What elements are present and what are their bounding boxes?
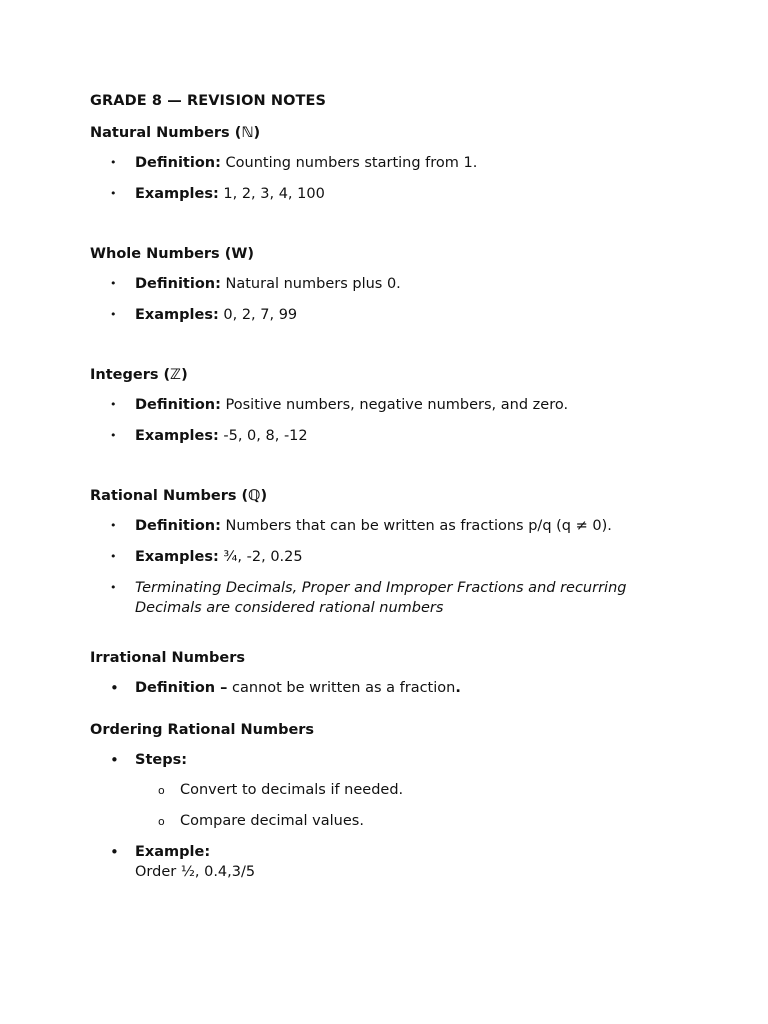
list-item: [90, 842, 690, 882]
bullet-icon: •: [110, 581, 117, 594]
item-end-punctuation: .: [455, 680, 461, 696]
section-heading: Integers (ℤ): [90, 367, 188, 383]
list-item: [90, 184, 690, 204]
section-heading: Natural Numbers (ℕ): [90, 125, 261, 141]
bullet-icon: •: [110, 398, 117, 411]
item-note: Terminating Decimals, Proper and Improper Fractions and recurring Decimals are considered rational numbers: [135, 580, 627, 616]
bullet-icon: •: [110, 751, 119, 769]
item-label: Definition:: [135, 518, 221, 534]
item-text: Natural numbers plus 0.: [220, 276, 401, 292]
bullet-icon: •: [110, 550, 117, 563]
list-item: [90, 678, 690, 698]
circle-bullet-icon: o: [158, 784, 165, 797]
step-text: Compare decimal values.: [180, 813, 364, 829]
bullet-icon: •: [110, 843, 119, 861]
bullet-icon: •: [110, 308, 117, 321]
section-heading: Irrational Numbers: [90, 650, 246, 666]
section-heading: Ordering Rational Numbers: [90, 722, 315, 738]
bullet-icon: •: [110, 679, 119, 697]
list-item: [90, 426, 690, 446]
item-text: 1, 2, 3, 4, 100: [218, 186, 325, 202]
section-natural-numbers: [90, 124, 690, 204]
bullet-icon: •: [110, 429, 117, 442]
example-text: Order ½, 0.4,3/5: [135, 864, 256, 880]
bullet-icon: •: [110, 277, 117, 290]
sub-list-item: [90, 811, 690, 831]
item-text: 0, 2, 7, 99: [218, 307, 298, 323]
document-page: [90, 92, 690, 893]
bullet-list: [90, 153, 690, 204]
list-item: [90, 305, 690, 325]
item-text: ¾, -2, 0.25: [218, 549, 303, 565]
section-whole-numbers: [90, 245, 690, 325]
list-item: [90, 547, 690, 567]
item-label: Definition:: [135, 276, 221, 292]
bullet-icon: •: [110, 187, 117, 200]
section-heading: Whole Numbers (W): [90, 246, 254, 262]
item-text: Counting numbers starting from 1.: [220, 155, 478, 171]
list-item: [90, 578, 690, 618]
document-title: GRADE 8 — REVISION NOTES: [90, 93, 327, 109]
item-text: cannot be written as a fraction: [227, 680, 456, 696]
bullet-list: [90, 678, 690, 698]
list-item: [90, 750, 690, 831]
item-text: -5, 0, 8, -12: [218, 428, 308, 444]
bullet-list: [90, 516, 690, 618]
section-rational-numbers: [90, 487, 690, 618]
step-text: Convert to decimals if needed.: [180, 782, 404, 798]
item-label: Definition:: [135, 155, 221, 171]
bullet-list: [90, 395, 690, 446]
sub-list: [90, 780, 690, 831]
circle-bullet-icon: o: [158, 815, 165, 828]
item-label: Examples:: [135, 428, 219, 444]
section-irrational-numbers: [90, 649, 690, 698]
item-label: Definition –: [135, 680, 228, 696]
item-text: Positive numbers, negative numbers, and zero.: [220, 397, 569, 413]
sub-list-item: [90, 780, 690, 800]
list-item: [90, 516, 690, 536]
item-label: Examples:: [135, 186, 219, 202]
item-text: Numbers that can be written as fractions p/q (q ≠ 0).: [220, 518, 612, 534]
bullet-list: [90, 750, 690, 882]
bullet-list: [90, 274, 690, 325]
list-item: [90, 274, 690, 294]
item-label: Steps:: [135, 752, 188, 768]
list-item: [90, 395, 690, 415]
section-integers: [90, 366, 690, 446]
bullet-icon: •: [110, 156, 117, 169]
item-label: Example:: [135, 844, 211, 860]
item-label: Definition:: [135, 397, 221, 413]
section-heading: Rational Numbers (ℚ): [90, 488, 268, 504]
list-item: [90, 153, 690, 173]
item-label: Examples:: [135, 549, 219, 565]
item-label: Examples:: [135, 307, 219, 323]
section-ordering-rational-numbers: [90, 721, 690, 882]
bullet-icon: •: [110, 519, 117, 532]
